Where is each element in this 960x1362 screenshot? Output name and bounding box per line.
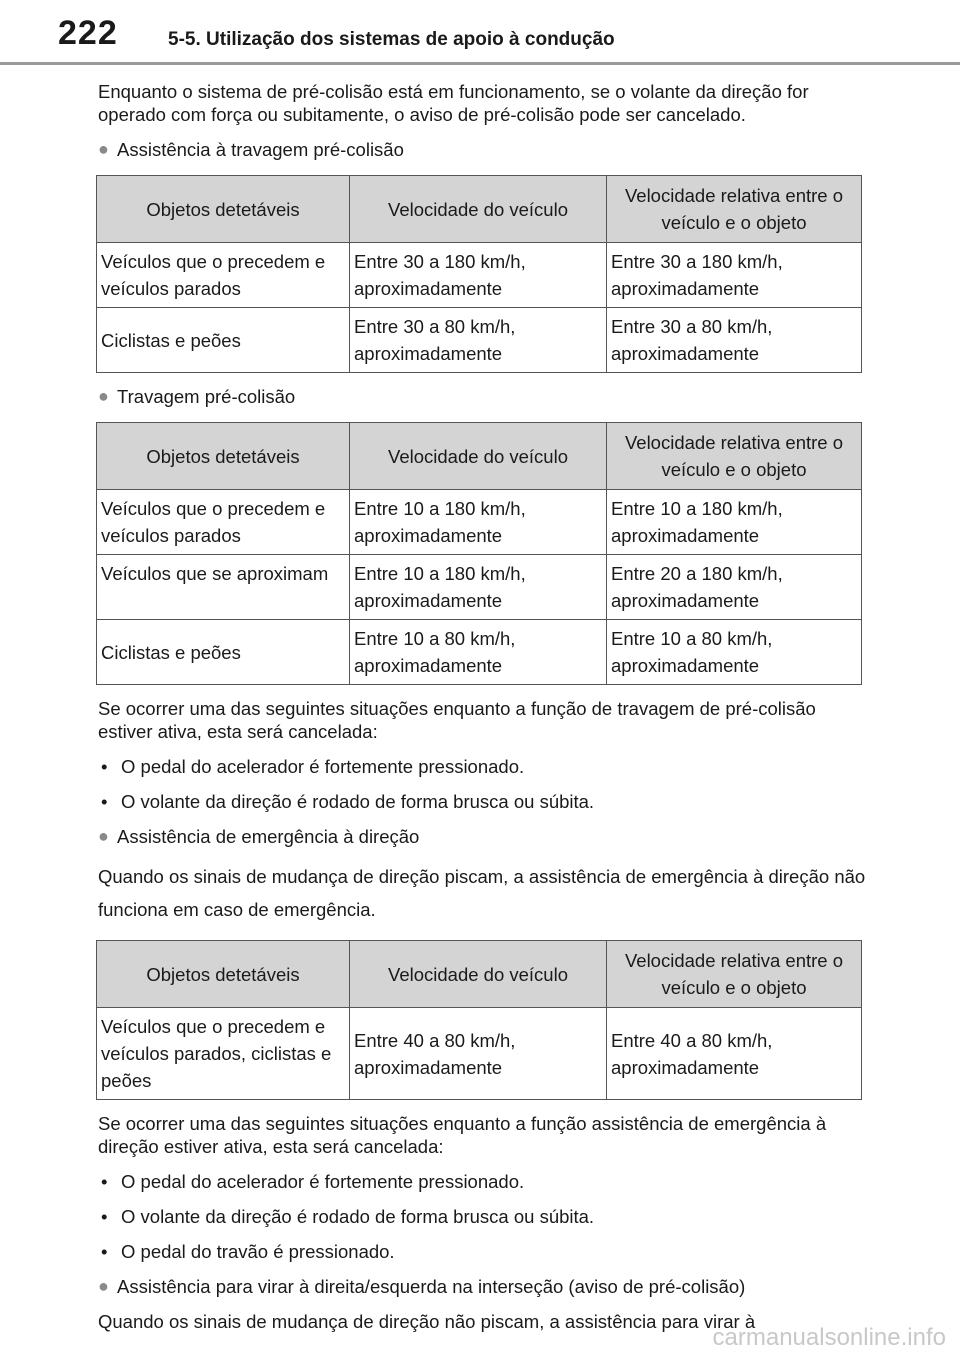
data-table: [96, 175, 862, 373]
list-item: [98, 790, 866, 813]
table-cell: Veículos que se aproximam: [97, 555, 350, 620]
list-item: [98, 755, 866, 778]
list-item: [98, 1205, 866, 1228]
table-row: [97, 555, 862, 620]
table-header-cell: Velocidade do veículo: [350, 423, 607, 490]
table-row: [97, 308, 862, 373]
table-header-cell: Velocidade relativa entre o veículo e o objeto: [607, 423, 862, 490]
bullet-icon: •: [101, 1241, 108, 1262]
bullet-dot-icon: ●: [98, 826, 109, 846]
table-cell: Ciclistas e peões: [97, 308, 350, 373]
table-row: [97, 490, 862, 555]
section-heading-label: Assistência para virar à direita/esquerda na interseção (aviso de pré-colisão): [117, 1276, 746, 1297]
table-cell: Entre 10 a 80 km/h, aproximadamente: [350, 620, 607, 685]
list-item-text: O pedal do acelerador é fortemente pressionado.: [121, 756, 525, 777]
watermark: carmanualsonline.info: [712, 1324, 946, 1351]
header-rule: [0, 62, 960, 65]
table-header-cell: Velocidade do veículo: [350, 941, 607, 1008]
list-item: [98, 1240, 866, 1263]
list-item-text: O pedal do travão é pressionado.: [121, 1241, 395, 1262]
table-cell: Entre 10 a 180 km/h, aproximadamente: [350, 555, 607, 620]
table-header-cell: Velocidade relativa entre o veículo e o objeto: [607, 176, 862, 243]
section-heading: [98, 138, 866, 161]
data-table: [96, 422, 862, 685]
table-cell: Entre 30 a 80 km/h, aproximadamente: [607, 308, 862, 373]
bullet-icon: •: [101, 1206, 108, 1227]
table-row: [97, 1008, 862, 1100]
table-cell: Veículos que o precedem e veículos parados: [97, 490, 350, 555]
page-content: [98, 80, 866, 1333]
body-paragraph: Quando os sinais de mudança de direção não piscam, a assistência para virar à: [98, 1311, 756, 1332]
list-item-text: O volante da direção é rodado de forma brusca ou súbita.: [121, 1206, 595, 1227]
section-heading: [98, 825, 866, 848]
section-title: 5-5. Utilização dos sistemas de apoio à condução: [168, 29, 615, 50]
list-item-text: O volante da direção é rodado de forma brusca ou súbita.: [121, 791, 595, 812]
page-header: [0, 0, 960, 62]
table-header-cell: Velocidade do veículo: [350, 176, 607, 243]
page-number: 222: [58, 14, 118, 52]
table-cell: Entre 10 a 80 km/h, aproximadamente: [607, 620, 862, 685]
table-cell: Entre 30 a 180 km/h, aproximadamente: [350, 243, 607, 308]
section-heading: [98, 385, 866, 408]
table-header-row: [97, 176, 862, 243]
table-header-row: [97, 423, 862, 490]
table-cell: Entre 30 a 180 km/h, aproximadamente: [607, 243, 862, 308]
bullet-icon: •: [101, 756, 108, 777]
table-cell: Veículos que o precedem e veículos parados: [97, 243, 350, 308]
table-header-cell: Objetos detetáveis: [97, 941, 350, 1008]
cancel-paragraph: Se ocorrer uma das seguintes situações enquanto a função de travagem de pré-colisão estiver ativa, esta será cancelada:: [98, 698, 816, 742]
bullet-dot-icon: ●: [98, 386, 109, 406]
table-cell: Entre 10 a 180 km/h, aproximadamente: [350, 490, 607, 555]
table-header-row: [97, 941, 862, 1008]
table-cell: Entre 10 a 180 km/h, aproximadamente: [607, 490, 862, 555]
table-cell: Veículos que o precedem e veículos parados, ciclistas e peões: [97, 1008, 350, 1100]
section-heading-label: Assistência à travagem pré-colisão: [117, 139, 404, 160]
list-item-text: O pedal do acelerador é fortemente pressionado.: [121, 1171, 525, 1192]
table-cell: Entre 30 a 80 km/h, aproximadamente: [350, 308, 607, 373]
table-header-cell: Objetos detetáveis: [97, 423, 350, 490]
data-table: [96, 940, 862, 1100]
bullet-icon: •: [101, 1171, 108, 1192]
table-cell: Entre 40 a 80 km/h, aproximadamente: [607, 1008, 862, 1100]
table-cell: Ciclistas e peões: [97, 620, 350, 685]
table-cell: Entre 40 a 80 km/h, aproximadamente: [350, 1008, 607, 1100]
table-header-cell: Objetos detetáveis: [97, 176, 350, 243]
section-heading-label: Travagem pré-colisão: [117, 386, 296, 407]
bullet-dot-icon: ●: [98, 139, 109, 159]
table-header-cell: Velocidade relativa entre o veículo e o objeto: [607, 941, 862, 1008]
intro-paragraph: Enquanto o sistema de pré-colisão está em funcionamento, se o volante da direção for operado com força ou subitamente, o aviso de pré-colisão pode ser cancelado.: [98, 81, 809, 125]
body-paragraph: Quando os sinais de mudança de direção piscam, a assistência de emergência à direção não funciona em caso de emergência.: [98, 866, 866, 920]
section-heading-label: Assistência de emergência à direção: [117, 826, 420, 847]
table-row: [97, 243, 862, 308]
list-item: [98, 1170, 866, 1193]
table-cell: Entre 20 a 180 km/h, aproximadamente: [607, 555, 862, 620]
cancel-paragraph: Se ocorrer uma das seguintes situações enquanto a função assistência de emergência à direção estiver ativa, esta será cancelada:: [98, 1113, 827, 1157]
bullet-dot-icon: ●: [98, 1276, 109, 1296]
table-row: [97, 620, 862, 685]
section-heading: [98, 1275, 866, 1298]
bullet-icon: •: [101, 791, 108, 812]
